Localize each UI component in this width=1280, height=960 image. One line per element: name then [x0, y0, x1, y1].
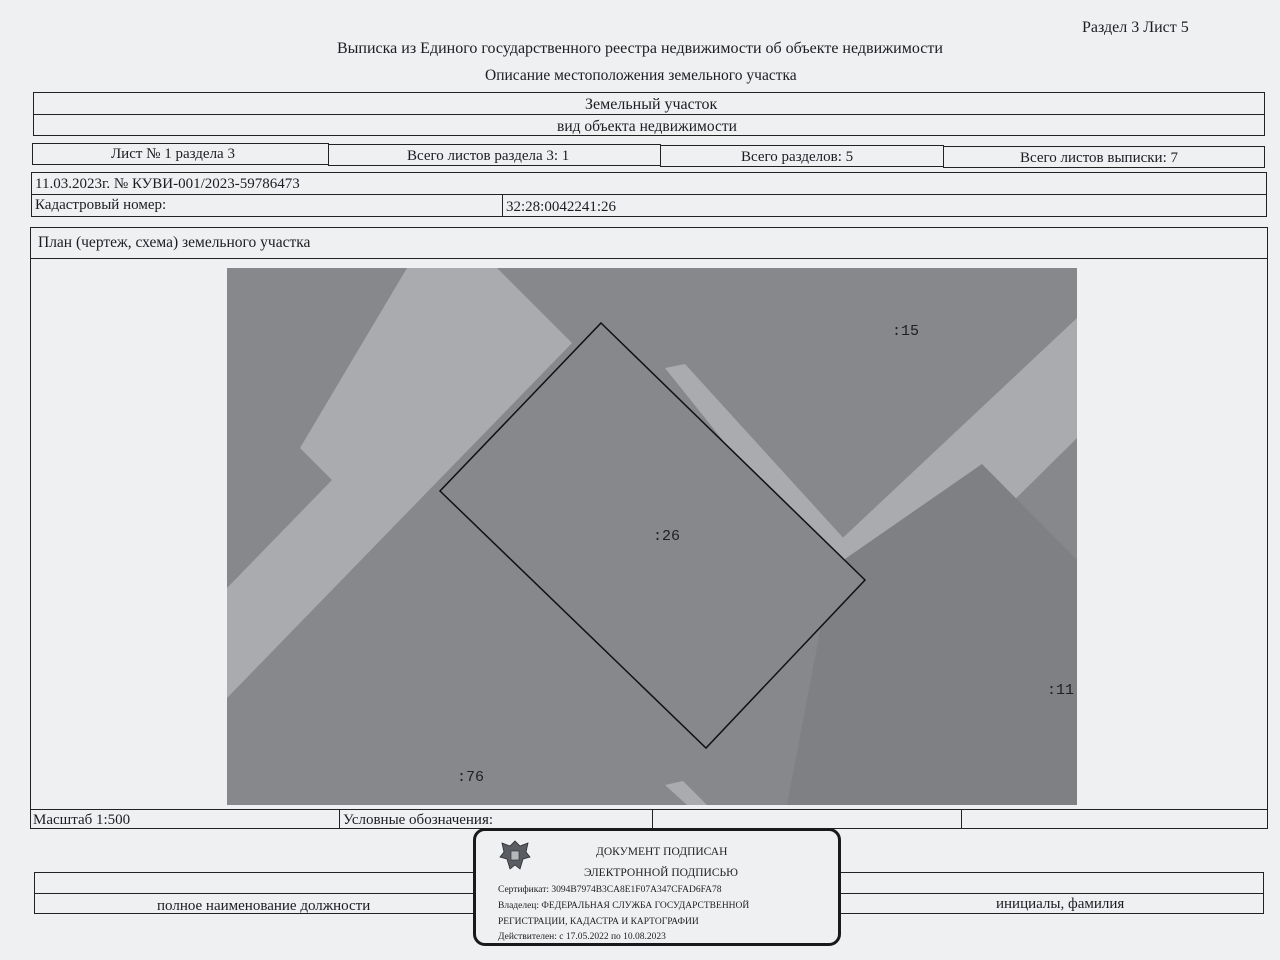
- total-sections: Всего разделов: 5: [741, 149, 854, 165]
- scale-legend-row: [30, 809, 1268, 829]
- scale-divider: [339, 809, 340, 829]
- legend-divider-1: [652, 809, 653, 829]
- record-date-number: 11.03.2023г. № КУВИ-001/2023-59786473: [35, 176, 300, 192]
- extract-sheets-cell: [943, 146, 1265, 168]
- total-section-sheets: Всего листов раздела 3: 1: [407, 148, 570, 164]
- document-title: Выписка из Единого государственного реестра недвижимости об объекте недвижимости: [337, 40, 943, 57]
- object-type-value: Земельный участок: [585, 96, 718, 113]
- document-subtitle: Описание местоположения земельного участка: [485, 67, 797, 84]
- position-caption: полное наименование должности: [157, 898, 371, 914]
- plan-header-divider: [30, 258, 1268, 259]
- sections-cell: [660, 145, 944, 167]
- object-type-caption: вид объекта недвижимости: [557, 118, 737, 135]
- parcel-label-11: :11: [1047, 682, 1075, 699]
- stamp-line1: ДОКУМЕНТ ПОДПИСАН: [596, 846, 728, 858]
- cadastral-label: Кадастровый номер:: [35, 197, 167, 213]
- emblem-icon: [498, 837, 532, 873]
- parcel-label-15: :15: [892, 323, 920, 340]
- stamp-line2: ЭЛЕКТРОННОЙ ПОДПИСЬЮ: [584, 867, 738, 879]
- plan-label: План (чертеж, схема) земельного участка: [38, 234, 311, 251]
- total-extract-sheets: Всего листов выписки: 7: [1020, 150, 1178, 166]
- scale-label: Масштаб 1:500: [33, 812, 131, 828]
- electronic-signature-stamp: [473, 828, 841, 946]
- object-type-divider: [33, 114, 1265, 115]
- legend-label: Условные обозначения:: [343, 812, 494, 828]
- parcel-label-26: :26: [653, 528, 681, 545]
- section-sheets-cell: [328, 144, 661, 166]
- stamp-owner-line1: Владелец: ФЕДЕРАЛЬНАЯ СЛУЖБА ГОСУДАРСТВЕННОЙ: [498, 901, 750, 911]
- record-divider: [31, 194, 1267, 195]
- sheet-number: Лист № 1 раздела 3: [111, 146, 235, 162]
- sheet-number-cell: [32, 143, 329, 165]
- cadastral-plan-drawing: [227, 268, 1077, 805]
- stamp-certificate: Сертификат: 3094B7974B3CA8E1F07A347CFAD6FA78: [498, 885, 722, 895]
- stamp-validity: Действителен: с 17.05.2022 по 10.08.2023: [498, 932, 666, 942]
- stamp-owner-line2: РЕГИСТРАЦИИ, КАДАСТРА И КАРТОГРАФИИ: [498, 917, 699, 927]
- section-sheet-label: Раздел 3 Лист 5: [1082, 19, 1189, 36]
- legend-divider-2: [961, 809, 962, 829]
- parcel-label-76: :76: [457, 769, 485, 786]
- cadastral-number: 32:28:0042241:26: [506, 199, 617, 215]
- name-caption: инициалы, фамилия: [996, 896, 1125, 912]
- cadastral-divider: [502, 194, 503, 217]
